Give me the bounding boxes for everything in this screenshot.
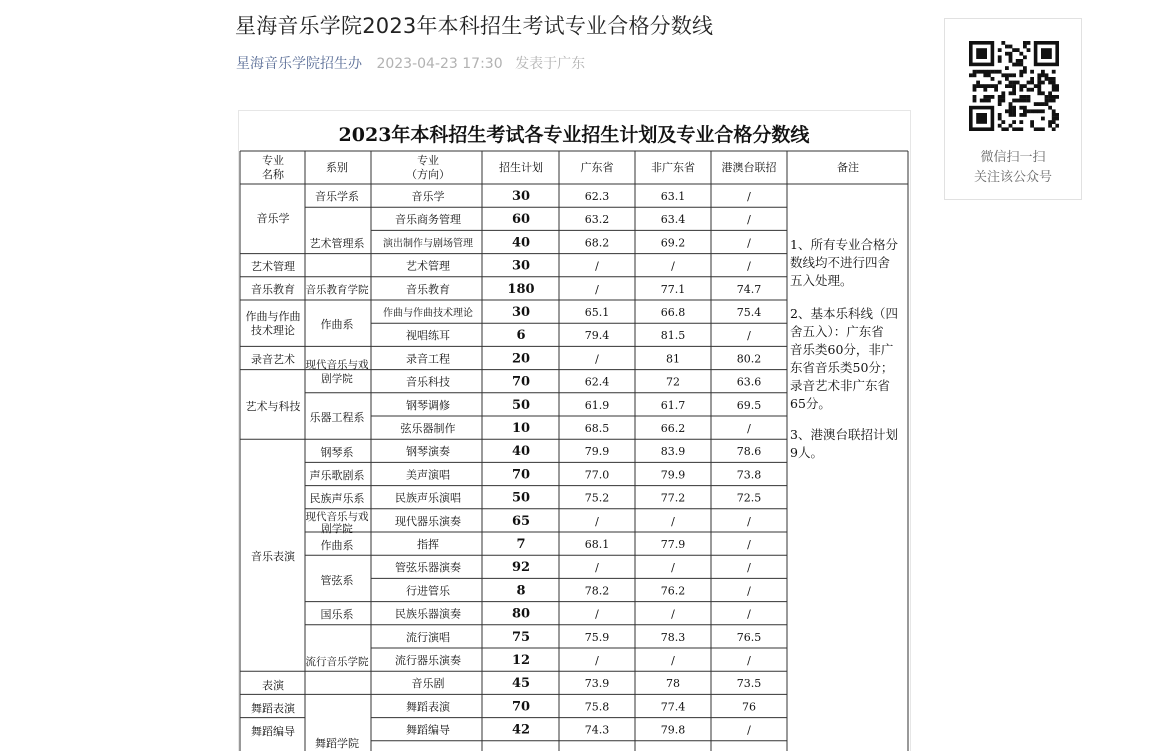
cell-hk-macao-taiwan: / <box>747 422 751 435</box>
table-row <box>406 444 761 459</box>
dept-dance: 舞蹈学院 <box>315 737 359 750</box>
note-line: 65分。 <box>790 396 831 411</box>
table-row <box>406 699 756 714</box>
cell-plan: 65 <box>511 513 531 529</box>
cell-direction: 指挥 <box>417 538 439 551</box>
dept-pop-music: 流行音乐学院 <box>305 656 369 668</box>
cell-non-guangdong: 77.2 <box>660 491 686 505</box>
note-line: 9人。 <box>790 445 823 460</box>
cell-guangdong: 75.8 <box>584 700 610 714</box>
cell-hk-macao-taiwan: 73.5 <box>736 677 762 691</box>
cell-non-guangdong: / <box>671 259 675 273</box>
cell-hk-macao-taiwan: 74.7 <box>736 282 762 296</box>
cell-hk-macao-taiwan: 63.6 <box>736 375 762 389</box>
cell-guangdong: 73.9 <box>584 677 610 691</box>
table-row <box>406 467 761 482</box>
cell-plan: 40 <box>511 444 531 460</box>
cell-direction: 流行器乐演奏 <box>395 654 461 667</box>
cell-hk-macao-taiwan: / <box>747 190 751 203</box>
cell-plan: 42 <box>511 722 531 738</box>
cell-guangdong: 65.1 <box>584 306 610 319</box>
dept-instrument-engineering: 乐器工程系 <box>309 411 365 424</box>
table-row <box>406 282 761 297</box>
dept-composition: 作曲系 <box>320 318 354 331</box>
cell-plan: 70 <box>511 699 531 715</box>
cell-guangdong: 63.2 <box>584 213 610 227</box>
cell-guangdong: 74.3 <box>584 723 610 737</box>
cell-guangdong: 79.4 <box>584 329 610 343</box>
table-row <box>406 375 761 390</box>
table-row <box>417 537 751 552</box>
cell-hk-macao-taiwan: / <box>747 584 751 598</box>
cell-guangdong: / <box>595 607 599 621</box>
cell-plan: 8 <box>516 583 526 599</box>
note-line: 舍五入）：广东省 <box>790 324 884 339</box>
table-row <box>406 351 761 366</box>
header-non-guangdong: 非广东省 <box>651 161 695 174</box>
cell-non-guangdong: 83.9 <box>660 445 686 459</box>
major-composition-line1: 作曲与作曲 <box>245 310 301 323</box>
table-row <box>395 653 751 668</box>
cell-direction: 演出制作与剧场管理 <box>383 238 473 250</box>
table-row <box>395 607 751 622</box>
cell-plan: 50 <box>511 490 531 506</box>
cell-direction: 音乐学 <box>411 190 445 203</box>
cell-guangdong: 78.2 <box>584 584 610 598</box>
cell-direction: 作曲与作曲技术理论 <box>383 308 473 319</box>
header-major-line1: 专业 <box>262 154 284 167</box>
cell-plan: 30 <box>511 305 531 320</box>
cell-hk-macao-taiwan: 76 <box>742 700 756 714</box>
cell-non-guangdong: / <box>671 514 675 528</box>
cell-plan: 30 <box>511 258 531 274</box>
cell-hk-macao-taiwan: / <box>747 538 751 551</box>
cell-guangdong: 61.9 <box>584 398 610 412</box>
dept-composition-2: 作曲系 <box>320 539 354 552</box>
cell-non-guangdong: 79.8 <box>660 723 686 737</box>
table-row <box>383 235 751 250</box>
major-choreography: 舞蹈编导 <box>251 725 295 738</box>
major-performance: 表演 <box>262 679 284 692</box>
note-line: 3、港澳台联招计划 <box>790 427 898 442</box>
cell-non-guangdong: 77.9 <box>660 538 686 551</box>
qr-card <box>944 18 1082 200</box>
major-music-performance: 音乐表演 <box>251 550 295 563</box>
cell-guangdong: / <box>595 654 599 667</box>
qr-code-icon[interactable] <box>969 41 1059 131</box>
table-row <box>406 328 751 343</box>
admission-table-image <box>238 110 911 751</box>
qr-scan-text: 微信扫一扫 <box>980 150 1046 165</box>
cell-guangdong: 79.9 <box>584 445 610 459</box>
table-row <box>406 259 751 274</box>
cell-non-guangdong: 78 <box>666 677 680 691</box>
cell-guangdong: 68.5 <box>584 422 610 435</box>
table-row <box>412 189 752 204</box>
dept-orchestral: 管弦系 <box>320 574 354 587</box>
cell-direction: 管弦乐器演奏 <box>395 561 461 575</box>
cell-guangdong: / <box>595 282 599 296</box>
note-line: 五入处理。 <box>790 273 853 288</box>
cell-non-guangdong: 63.1 <box>660 190 686 203</box>
table-row <box>401 421 752 436</box>
cell-direction: 音乐教育 <box>406 282 450 296</box>
cell-non-guangdong: 66.2 <box>660 422 686 435</box>
cell-guangdong: / <box>595 259 599 273</box>
cell-hk-macao-taiwan: / <box>747 236 751 250</box>
dept-piano: 钢琴系 <box>320 446 354 459</box>
cell-direction: 舞蹈编导 <box>406 723 450 737</box>
cell-hk-macao-taiwan: 78.6 <box>736 445 762 459</box>
cell-hk-macao-taiwan: / <box>747 259 751 273</box>
table-row <box>395 212 751 227</box>
cell-non-guangdong: 81.5 <box>660 329 686 343</box>
major-art-management: 艺术管理 <box>251 260 295 273</box>
header-hk-macao-taiwan: 港澳台联招 <box>721 161 777 174</box>
cell-hk-macao-taiwan: / <box>747 514 751 528</box>
cell-hk-macao-taiwan: / <box>747 607 751 621</box>
cell-non-guangdong: 77.4 <box>660 700 686 714</box>
cell-guangdong: 77.0 <box>584 468 610 482</box>
cell-plan: 80 <box>511 606 531 622</box>
cell-non-guangdong: 61.7 <box>660 398 686 412</box>
cell-direction: 音乐科技 <box>406 375 450 389</box>
cell-guangdong: / <box>595 352 599 366</box>
cell-direction: 民族声乐演唱 <box>395 491 461 505</box>
major-music-education: 音乐教育 <box>251 283 295 296</box>
cell-direction: 视唱练耳 <box>406 329 450 343</box>
cell-direction: 流行演唱 <box>406 630 450 644</box>
note-line: 数线均不进行四舍 <box>790 255 891 270</box>
article-meta <box>236 53 585 73</box>
cell-non-guangdong: 78.3 <box>660 630 686 644</box>
cell-non-guangdong: / <box>671 561 675 575</box>
cell-hk-macao-taiwan: / <box>747 723 751 737</box>
table-row <box>406 583 751 598</box>
cell-non-guangdong: 76.2 <box>660 584 686 598</box>
note-line: 东省音乐类50分； <box>790 360 894 375</box>
table-row <box>406 723 751 738</box>
cell-hk-macao-taiwan: 76.5 <box>736 630 762 644</box>
cell-non-guangdong: / <box>671 607 675 621</box>
notes-text <box>790 237 898 460</box>
table-rows <box>383 189 761 738</box>
cell-direction: 现代器乐演奏 <box>395 514 461 528</box>
cell-non-guangdong: 79.9 <box>660 468 686 482</box>
cell-non-guangdong: 69.2 <box>660 236 686 250</box>
cell-hk-macao-taiwan: 80.2 <box>736 352 762 366</box>
cell-direction: 录音工程 <box>406 352 450 366</box>
cell-plan: 45 <box>511 676 531 692</box>
table-row <box>412 676 762 691</box>
dept-chinese-music: 国乐系 <box>320 608 354 621</box>
cell-hk-macao-taiwan: / <box>747 213 751 227</box>
cell-guangdong: / <box>595 561 599 575</box>
cell-plan: 70 <box>511 374 531 390</box>
cell-plan: 40 <box>511 235 531 251</box>
cell-direction: 美声演唱 <box>406 468 450 482</box>
cell-direction: 音乐剧 <box>411 677 445 691</box>
cell-guangdong: 68.1 <box>584 538 610 551</box>
cell-non-guangdong: 81 <box>666 352 680 366</box>
cell-hk-macao-taiwan: 75.4 <box>736 306 762 319</box>
header-notes: 备注 <box>837 161 859 174</box>
table-row <box>406 398 761 413</box>
cell-plan: 6 <box>516 328 526 344</box>
cell-direction: 弦乐器制作 <box>400 422 456 435</box>
cell-hk-macao-taiwan: / <box>747 654 751 667</box>
cell-non-guangdong: 63.4 <box>660 213 686 227</box>
cell-hk-macao-taiwan: / <box>747 329 751 343</box>
cell-guangdong: 75.2 <box>584 491 610 505</box>
cell-direction: 艺术管理 <box>406 259 450 273</box>
dept-modern-music2-line1: 现代音乐与戏 <box>305 511 369 523</box>
cell-direction: 钢琴调修 <box>406 398 450 412</box>
major-musicology: 音乐学 <box>256 212 290 225</box>
dept-folk-vocal: 民族声乐系 <box>309 492 365 505</box>
table-cells <box>246 153 899 750</box>
dept-modern-music2-line2: 剧学院 <box>321 523 353 535</box>
publish-time: 2023-04-23 17:30 <box>376 56 503 72</box>
cell-plan: 70 <box>511 467 531 483</box>
major-dance-performance: 舞蹈表演 <box>251 702 295 715</box>
cell-plan: 50 <box>511 397 531 413</box>
cell-direction: 民族乐器演奏 <box>395 607 461 621</box>
cell-plan: 12 <box>511 653 531 668</box>
dept-musicology: 音乐学系 <box>315 190 359 203</box>
header-direction-line2: （方向） <box>406 168 450 181</box>
note-line: 录音艺术非广东省 <box>790 378 891 393</box>
major-art-and-technology: 艺术与科技 <box>245 400 301 413</box>
major-composition-line2: 技术理论 <box>251 324 295 337</box>
table-row <box>395 560 751 575</box>
cell-guangdong: 75.9 <box>584 630 610 644</box>
cell-plan: 20 <box>511 351 531 367</box>
header-guangdong: 广东省 <box>580 161 614 174</box>
dept-music-education: 音乐教育学院 <box>305 284 369 296</box>
note-line: 2、基本乐科线（四 <box>790 306 898 321</box>
dept-modern-music-line2: 剧学院 <box>321 373 353 385</box>
cell-non-guangdong: 77.1 <box>660 282 686 296</box>
cell-plan: 75 <box>511 629 531 645</box>
cell-hk-macao-taiwan: 72.5 <box>736 491 762 505</box>
header-major-line2: 名称 <box>262 168 284 181</box>
header-plan: 招生计划 <box>499 161 543 174</box>
cell-hk-macao-taiwan: / <box>747 561 751 575</box>
qr-follow-text: 关注该公众号 <box>973 170 1052 185</box>
cell-non-guangdong: 72 <box>666 375 680 389</box>
article-title: 星海音乐学院2023年本科招生考试专业合格分数线 <box>235 14 714 38</box>
table-row <box>395 514 751 529</box>
note-line: 音乐类60分，非广 <box>790 342 894 357</box>
cell-plan: 60 <box>511 212 531 228</box>
table-row <box>406 630 761 645</box>
cell-non-guangdong: / <box>671 654 675 667</box>
cell-plan: 180 <box>507 281 535 297</box>
cell-guangdong: 68.2 <box>584 236 610 250</box>
table-row <box>395 491 761 506</box>
cell-guangdong: 62.4 <box>584 375 610 389</box>
cell-plan: 7 <box>516 537 526 552</box>
cell-direction: 舞蹈表演 <box>406 700 450 714</box>
account-name-link[interactable]: 星海音乐学院招生办 <box>236 56 362 72</box>
header-dept: 系别 <box>326 161 348 174</box>
cell-direction: 行进管乐 <box>406 584 450 598</box>
cell-guangdong: / <box>595 514 599 528</box>
table-row <box>383 305 761 320</box>
cell-direction: 音乐商务管理 <box>395 213 461 227</box>
cell-plan: 92 <box>511 560 531 576</box>
cell-plan: 10 <box>511 421 531 436</box>
cell-hk-macao-taiwan: 73.8 <box>736 468 762 482</box>
header-direction-line1: 专业 <box>417 154 439 167</box>
cell-direction: 钢琴演奏 <box>406 445 450 459</box>
cell-plan: 30 <box>511 189 531 204</box>
dept-art-management: 艺术管理系 <box>309 237 365 250</box>
major-recording-art: 录音艺术 <box>251 353 295 366</box>
table-title: 2023年本科招生考试各专业招生计划及专业合格分数线 <box>338 124 810 146</box>
dept-modern-music-line1: 现代音乐与戏 <box>305 359 369 371</box>
cell-non-guangdong: 66.8 <box>660 306 686 319</box>
dept-vocal-opera: 声乐歌剧系 <box>309 469 365 482</box>
cell-guangdong: 62.3 <box>584 190 610 203</box>
publish-location: 发表于广东 <box>515 56 586 72</box>
note-line: 1、所有专业合格分 <box>790 237 898 252</box>
cell-hk-macao-taiwan: 69.5 <box>736 398 762 412</box>
